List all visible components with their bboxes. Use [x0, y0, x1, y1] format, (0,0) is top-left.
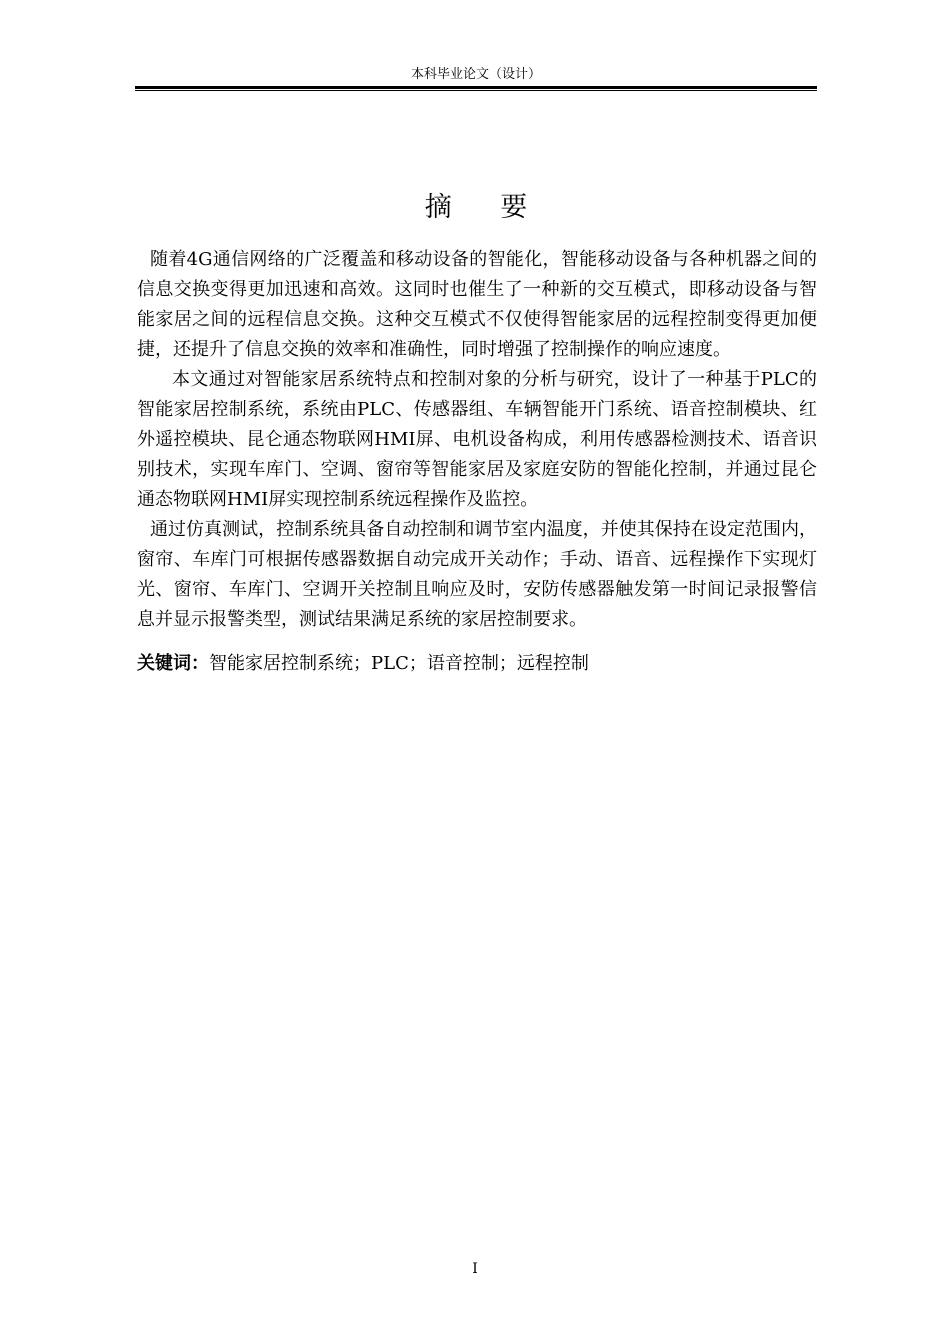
- abstract-title: 摘 要: [424, 192, 548, 223]
- header-rule-thin: [135, 90, 817, 91]
- keywords-text: 智能家居控制系统；PLC；语音控制；远程控制: [209, 653, 589, 674]
- abstract-body: [137, 245, 817, 679]
- page-number: I: [472, 1261, 478, 1277]
- keywords-label: 关键词：: [137, 653, 209, 674]
- abstract-paragraph-2: 本文通过对智能家居系统特点和控制对象的分析与研究，设计了一种基于PLC的智能家居控制系统，系统由PLC、传感器组、车辆智能开门系统、语音控制模块、红外遥控模块、昆仑通态物联网HMI屏、电机设备构成，利用传感器检测技术、语音识别技术，实现车库门、空调、窗帘等智能家居及家庭安防的智能化控制，并通过昆仑通态物联网HMI屏实现控制系统远程操作及监控。: [137, 369, 817, 510]
- keywords-line: [137, 649, 817, 679]
- header-rule: [135, 86, 817, 89]
- abstract-paragraph-1: 随着4G通信网络的广泛覆盖和移动设备的智能化，智能移动设备与各种机器之间的信息交换变得更加迅速和高效。这同时也催生了一种新的交互模式，即移动设备与智能家居之间的远程信息交换。这种交互模式不仅使得智能家居的远程控制变得更加便捷，还提升了信息交换的效率和准确性，同时增强了控制操作的响应速度。: [137, 249, 817, 360]
- running-header: 本科毕业论文（设计）: [410, 67, 541, 82]
- abstract-paragraph-3: 通过仿真测试，控制系统具备自动控制和调节室内温度，并使其保持在设定范围内，窗帘、车库门可根据传感器数据自动完成开关动作；手动、语音、远程操作下实现灯光、窗帘、车库门、空调开关控制且响应及时，安防传感器触发第一时间记录报警信息并显示报警类型，测试结果满足系统的家居控制要求。: [137, 519, 817, 630]
